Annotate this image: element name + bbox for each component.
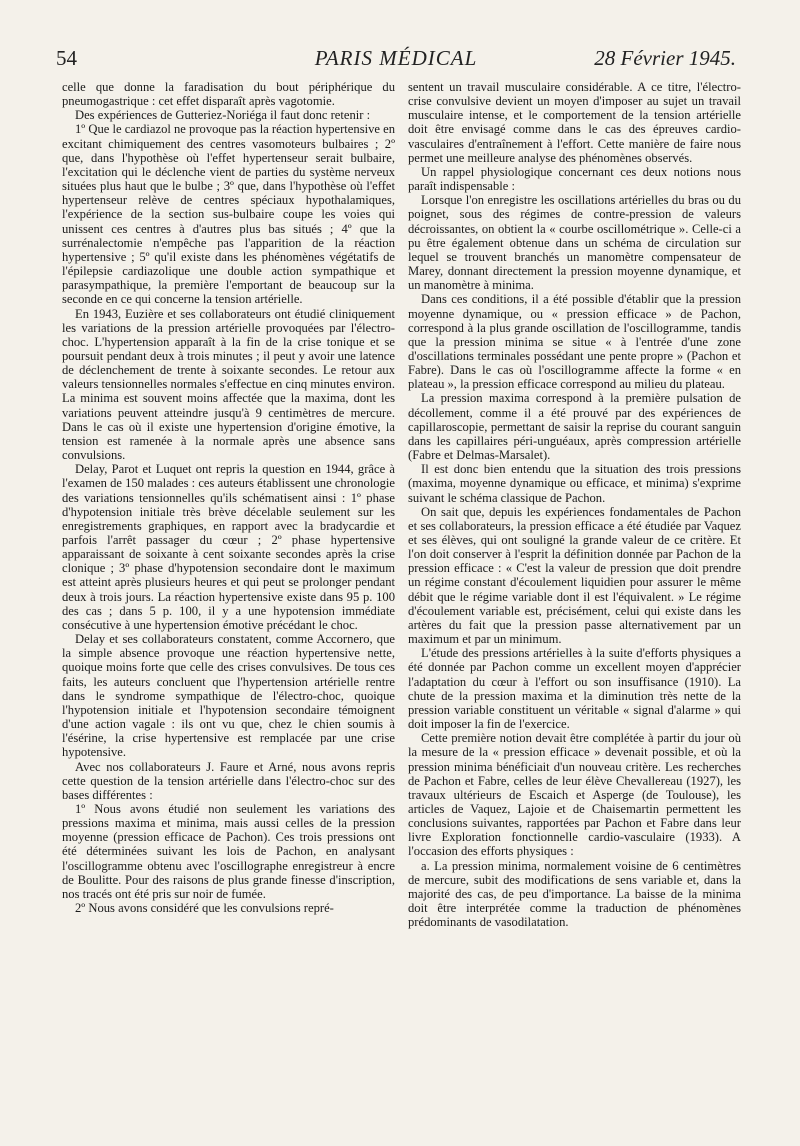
- paragraph: celle que donne la faradisation du bout périphérique du pneumogastrique : cet effet disparaît après vagotomie.: [62, 80, 395, 109]
- paragraph: Il est donc bien entendu que la situation des trois pressions (maxima, moyenne dynamique ou efficace, et minima) s'exprime suivant le schéma classique de Pachon.: [408, 462, 741, 505]
- paragraph: Un rappel physiologique concernant ces deux notions nous paraît indispensable :: [408, 164, 741, 194]
- paragraph: L'étude des pressions artérielles à la suite d'efforts physiques a été donnée par Pachon comme un excellent moyen d'apprécier l'adaptation du cœur à l'effort ou son insuffisance (1910). La chute de la pression maxima et la diminution très nette de la pression variable constituent un véritable « signal d'alarme » qui doit imposer la fin de l'exercice.: [408, 646, 741, 732]
- paragraph: Des expériences de Gutteriez-Noriéga il faut donc retenir :: [75, 108, 371, 123]
- left-column: [62, 80, 395, 915]
- issue-date: 28 Février 1945.: [594, 46, 736, 70]
- page-number: 54: [56, 46, 77, 70]
- paragraph: En 1943, Euzière et ses collaborateurs ont étudié cliniquement les variations de la pression artérielle provoquées par l'électro-choc. L'hypertension apparaît à la fin de la crise tonique et se poursuit pendant deux à trois minutes ; il peut y avoir une latence de déclenchement de trente à soixante secondes. Le retour aux valeurs tensionnelles normales s'effectue en cinq minutes environ. La minima est souvent moins affectée que la maxima, dont les variations peuvent atteindre jusqu'à 9 centimètres de mercure. Dans le cas où il existe une hypertension d'origine émotive, la tension est ramenée à la normale après une absence sans convulsions.: [62, 306, 395, 463]
- paragraph: La pression maxima correspond à la première pulsation de décollement, comme il a été prouvé par des expériences de capillaroscopie, permettant de saisir la reprise du courant sanguin dans les capillaires péri-unguéaux, après compression artérielle (Fabre et Delmas-Marsalet).: [408, 391, 741, 463]
- paragraph: Delay, Parot et Luquet ont repris la question en 1944, grâce à l'examen de 150 malades : ces auteurs établissent une chronologie des variations tensionnelles qu'ils schématisent ainsi : 1º phase d'hypotension initiale très brève décelable seulement sur les enregistrements graphiques, en rapport avec la bradycardie et parfois l'arrêt passager du cœur ; 2º phase hypertensive apparaissant de soixante à cent soixante secondes après la crise clonique ; 3º phase d'hypotension secondaire dont le maximum est atteint après plusieurs heures et qui peut se prolonger pendant deux à trois jours. La réaction hypertensive existe dans 95 p. 100 des cas ; dans 5 p. 100, il y a une hypotension immédiate consécutive à une hypertension émotive précédant le choc.: [62, 462, 395, 632]
- paragraph: Cette première notion devait être complétée à partir du jour où la mesure de la « pression efficace » devenait possible, et où la pression minima bénéficiait d'un nouveau critère. Les recherches de Pachon et Fabre, celles de leur élève Chevallereau (1927), les travaux ultérieurs de Escaich et Asperge (de Toulouse), les articles de Vaquez, Lajoie et de Chaisemartin permettent les conclusions suivantes, rapportées par Pachon et Fabre dans leur livre Exploration fonctionnelle cardio-vasculaire (1933). A l'occasion des efforts physiques :: [408, 731, 741, 859]
- paragraph: Lorsque l'on enregistre les oscillations artérielles du bras ou du poignet, sous des régimes de contre-pression de valeurs décroissantes, on obtient la « courbe oscillométrique ». Celle-ci a pu être également obtenue dans un schéma de circulation sur lequel se trouvent branchés un manomètre compensateur de Marey, donnant directement la pression moyenne dynamique, et un manomètre à minima.: [408, 193, 741, 293]
- paragraph: 1º Que le cardiazol ne provoque pas la réaction hypertensive en excitant chimiquement des centres vasomoteurs bulbaires ; 2º que, dans l'hypothèse où l'effet hypertenseur serait bulbaire, l'excitation qui le déclenche vient de parties du système nerveux situées plus haut que le bulbe ; 3º que, dans l'hypothèse où l'effet hypertenseur relève de centres spéciaux hypothalamiques, l'expérience de la section sus-bulbaire coupe les voies qui unissent ces centres à d'autres plus bas situés ; 4º que la surrénalectomie n'empêche pas l'apparition de la réaction hypertensive ; 5º qu'il existe dans les phénomènes végétatifs de l'épilepsie cardiazolique une double action sympathique et parasympathique, la première l'emportant de beaucoup sur la seconde en ce qui concerne la tension artérielle.: [62, 122, 396, 307]
- paragraph: Dans ces conditions, il a été possible d'établir que la pression moyenne dynamique, ou « pression efficace » de Pachon, correspond à la plus grande oscillation de l'oscillogramme, tandis que la pression minima se situe « à l'entrée d'une zone d'oscillations terminales possédant une pente propre » (Pachon et Fabre). Dans le cas où l'oscillogramme affecte la forme « en plateau », la pression efficace correspond au milieu du plateau.: [408, 292, 741, 392]
- paragraph: sentent un travail musculaire considérable. A ce titre, l'électro-crise convulsive devient un moyen d'imposer au sujet un travail musculaire intense, et le comportement de la tension artérielle doit être envisagé comme dans le cas des épreuves cardio-vasculaires d'entraînement à l'effort. Cette manière de faire nous permet une meilleure analyse des phénomènes observés.: [408, 80, 741, 165]
- journal-title: PARIS MÉDICAL: [314, 46, 478, 70]
- paragraph: Avec nos collaborateurs J. Faure et Arné, nous avons repris cette question de la tension artérielle dans l'électro-choc sur des bases différentes :: [62, 759, 395, 802]
- paragraph: 1º Nous avons étudié non seulement les variations des pressions maxima et minima, mais aussi celles de la pression moyenne (pression efficace de Pachon). Ces trois pressions ont été déterminées suivant les lois de Pachon, en analysant l'oscillogramme obtenu avec l'oscillographe enregistreur à encre de Boulitte. Pour des raisons de plus grande finesse d'inscription, nos tracés ont été pris sur noir de fumée.: [62, 801, 395, 901]
- paragraph: Delay et ses collaborateurs constatent, comme Accornero, que la simple absence provoque une réaction hypertensive nette, quoique moins forte que celle des crises convulsives. De tous ces faits, les auteurs concluent que l'hypertension artérielle rentre dans le syndrome sympathique de l'électro-choc, quoique l'hypotension initiale et l'hypotension secondaire témoignent d'une action vagale : ils ont vu que, chez le chien soumis à l'ésérine, la crise hypertensive est remplacée par une crise hypotensive.: [62, 632, 395, 760]
- running-header: [56, 44, 736, 74]
- right-column: [408, 80, 741, 929]
- paragraph: On sait que, depuis les expériences fondamentales de Pachon et ses collaborateurs, la pression efficace a été étudiée par Vaquez et ses élèves, qui ont souligné la grande valeur de ce critère. Et l'on doit conserver à l'esprit la définition donnée par Pachon de la pression efficace : « C'est la valeur de pression que doit prendre un régime constant d'écoulement liquidien pour assurer le même débit que le régime variable dont il est l'équivalent. » Le régime d'écoulement variable est, précisément, celui qui existe dans les artères du fait que la pression passe alternativement par un maximum et par un minimum.: [408, 504, 741, 647]
- paragraph: a. La pression minima, normalement voisine de 6 centimètres de mercure, subit des modifications de sens variable et, dans la majorité des cas, de peu d'importance. La baisse de la minima doit être interprétée comme la traduction de phénomènes prédominants de vasodilatation.: [408, 858, 741, 930]
- paragraph: 2º Nous avons considéré que les convulsions repré-: [75, 901, 334, 916]
